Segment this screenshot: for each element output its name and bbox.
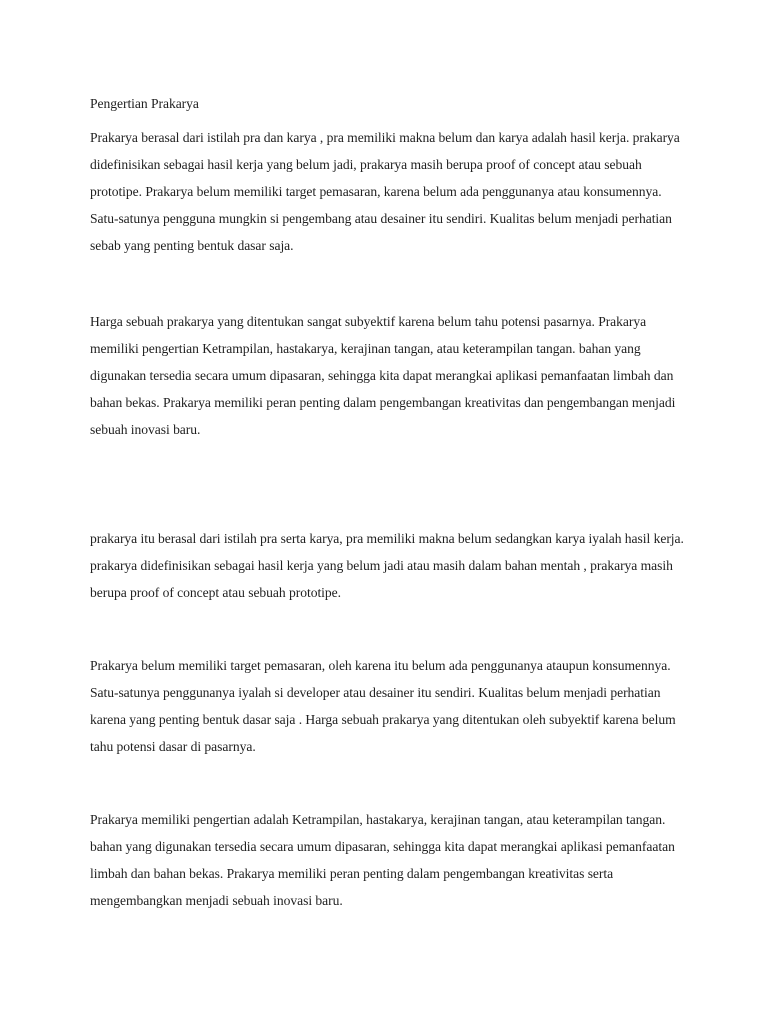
paragraph: Prakarya memiliki pengertian adalah Ketrampilan, hastakarya, kerajinan tangan, atau keterampilan tangan. bahan yang digunakan tersedia secara umum dipasaran, sehingga kita dapat merangkai aplikasi pemanfaatan limbah dan bahan bekas. Prakarya memiliki peran penting dalam pengembangan kreativitas serta mengembangkan menjadi sebuah inovasi baru. [90,812,675,908]
paragraph: Prakarya berasal dari istilah pra dan karya , pra memiliki makna belum dan karya adalah hasil kerja. prakarya didefinisikan sebagai hasil kerja yang belum jadi, prakarya masih berupa proof of concept atau sebuah prototipe. Prakarya belum memiliki target pemasaran, karena belum ada penggunanya atau konsumennya. Satu-satunya pengguna mungkin si pengembang atau desainer itu sendiri. Kualitas belum menjadi perhatian sebab yang penting bentuk dasar saja. [90,130,680,253]
document-title: Pengertian Prakarya [90,96,199,111]
paragraph: Harga sebuah prakarya yang ditentukan sangat subyektif karena belum tahu potensi pasarnya. Prakarya memiliki pengertian Ketrampilan, hastakarya, kerajinan tangan, atau keterampilan tangan. bahan yang digunakan tersedia secara umum dipasaran, sehingga kita dapat merangkai aplikasi pemanfaatan limbah dan bahan bekas. Prakarya memiliki peran penting dalam pengembangan kreativitas dan pengembangan menjadi sebuah inovasi baru. [90,314,676,437]
paragraph: prakarya itu berasal dari istilah pra serta karya, pra memiliki makna belum sedangkan karya iyalah hasil kerja. prakarya didefinisikan sebagai hasil kerja yang belum jadi atau masih dalam bahan mentah , prakarya masih berupa proof of concept atau sebuah prototipe. [90,531,684,600]
paragraph: Prakarya belum memiliki target pemasaran, oleh karena itu belum ada penggunanya ataupun konsumennya. Satu-satunya penggunanya iyalah si developer atau desainer itu sendiri. Kualitas belum menjadi perhatian karena yang penting bentuk dasar saja . Harga sebuah prakarya yang ditentukan oleh subyektif karena belum tahu potensi dasar di pasarnya. [90,658,676,754]
